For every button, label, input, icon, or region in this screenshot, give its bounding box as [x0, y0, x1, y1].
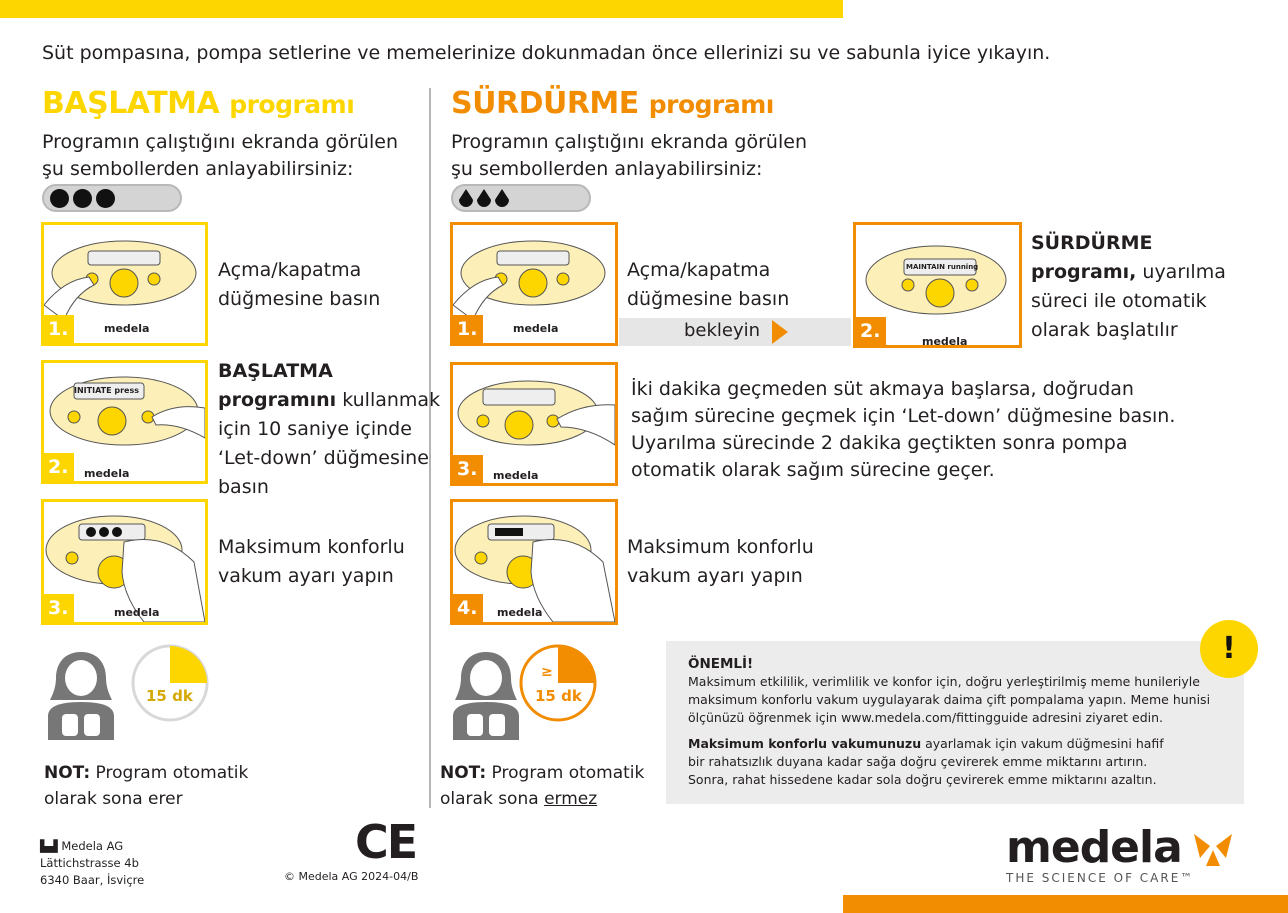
- step-text-line: Uyarılma sürecinde 2 dakika geçtikten sonra pompa: [631, 432, 1128, 454]
- maintain-symbol-pill: [451, 184, 591, 212]
- important-line: bir rahatsızlık duyana kadar sağa doğru çevirerek emme miktarını artırın.: [688, 754, 1148, 769]
- step-text-line: basın: [218, 476, 269, 498]
- step-number: 3.: [44, 594, 74, 622]
- left-subtitle-line-1: Programın çalıştığını ekranda görülen: [42, 131, 398, 153]
- step-text-line: olarak başlatılır: [1031, 319, 1178, 341]
- bottom-accent-bar: [843, 895, 1288, 913]
- step-bold: programını: [218, 389, 337, 411]
- medela-logo: [1006, 822, 1236, 885]
- step-number: 1.: [453, 315, 483, 343]
- left-step-3-text: [218, 533, 405, 591]
- right-title-rest: programı: [648, 90, 774, 119]
- left-subtitle-line-2: şu sembollerden anlayabilirsiniz:: [42, 158, 354, 180]
- note-text: Program otomatik: [90, 763, 249, 783]
- step-number: 1.: [44, 315, 74, 343]
- step-number: 2.: [44, 453, 74, 481]
- medela-label: medela: [114, 606, 160, 619]
- right-step-2-image: [853, 222, 1022, 348]
- mother-pumping-icon: [44, 648, 118, 740]
- right-step-3-image: [450, 362, 618, 486]
- medela-label: medela: [922, 335, 968, 348]
- dot-icon: [50, 189, 69, 208]
- step-text-line: vakum ayarı yapın: [627, 565, 803, 587]
- step-text-line: Maksimum konforlu: [218, 536, 405, 558]
- important-title: ÖNEMLİ!: [688, 656, 754, 672]
- screen-initiate-label: INITIATE press: [74, 386, 139, 395]
- step-text: kullanmak: [336, 389, 441, 411]
- ce-mark: CE: [355, 815, 417, 869]
- note-text: Program otomatik: [486, 763, 645, 783]
- timer-prefix: ≥: [541, 664, 553, 680]
- left-title: [42, 86, 354, 121]
- initiate-symbol-pill: [42, 184, 182, 212]
- right-note: [440, 760, 644, 812]
- right-step-2-text: [1031, 229, 1226, 345]
- left-step-2-text: [218, 357, 440, 502]
- step-text-line: otomatik olarak sağım sürecine geçer.: [631, 459, 995, 481]
- timer-15-icon: [130, 643, 210, 723]
- right-subtitle: [451, 129, 807, 183]
- right-step-1-text: [627, 256, 789, 314]
- wait-label: bekleyin: [684, 320, 761, 341]
- note-text: olarak sona: [440, 789, 545, 809]
- left-step-3-image: [41, 499, 208, 625]
- top-accent-bar: [0, 0, 843, 18]
- city: 6340 Baar, İsviçre: [40, 873, 145, 887]
- logo-wordmark: medela: [1006, 822, 1182, 873]
- important-text: ayarlamak için vakum düğmesini hafif: [921, 736, 1164, 751]
- step-text-line: süreci ile otomatik: [1031, 290, 1207, 312]
- right-title: [451, 86, 774, 121]
- timer-label: 15 dk: [535, 687, 582, 705]
- factory-icon: ▙▟: [40, 839, 62, 853]
- right-step-4-image: [450, 499, 618, 625]
- manufacturer-address: [40, 838, 144, 889]
- medela-label: medela: [497, 606, 543, 619]
- medela-flower-icon: [1190, 828, 1236, 868]
- screen-maintain-label: MAINTAIN running: [906, 263, 979, 271]
- left-title-main: BAŞLATMA: [42, 86, 220, 121]
- street: Lättichstrasse 4b: [40, 856, 139, 870]
- wait-arrow-icon: [772, 320, 788, 344]
- step-text-line: düğmesine basın: [627, 288, 790, 310]
- note-underlined: ermez: [544, 789, 598, 809]
- step-text-line: sağım sürecine geçmek için ‘Let-down’ düğmesine basın.: [631, 405, 1176, 427]
- step-text-line: İki dakika geçmeden süt akmaya başlarsa, doğrudan: [631, 378, 1134, 400]
- right-step-4-text: [627, 533, 814, 591]
- right-subtitle-line-1: Programın çalıştığını ekranda görülen: [451, 131, 807, 153]
- left-title-rest: programı: [229, 90, 355, 119]
- note-bold: NOT:: [44, 763, 91, 783]
- step-text-line: ‘Let-down’ düğmesine: [218, 447, 429, 469]
- important-bold: Maksimum konforlu vakumunuzu: [688, 736, 922, 751]
- left-step-1-text: [218, 256, 380, 314]
- step-text: uyarılma: [1136, 261, 1226, 283]
- dot-icon: [96, 189, 115, 208]
- step-number: 4.: [453, 594, 483, 622]
- important-line: Maksimum etkililik, verimlilik ve konfor için, doğru yerleştirilmiş meme hunileriyle: [688, 674, 1200, 689]
- logo-tagline: THE SCIENCE OF CARE™: [1006, 871, 1195, 885]
- timer-label: 15 dk: [146, 687, 193, 705]
- left-note: [44, 760, 248, 812]
- mother-pumping-icon: [449, 648, 523, 740]
- right-title-main: SÜRDÜRME: [451, 86, 639, 121]
- step-text-line: vakum ayarı yapın: [218, 565, 394, 587]
- left-step-1-image: [41, 222, 208, 346]
- step-number: 3.: [453, 455, 483, 483]
- step-text-line: Açma/kapatma: [627, 259, 771, 281]
- timer-15-plus-icon: [518, 643, 598, 723]
- drop-icon: [495, 189, 509, 207]
- step-text-line: düğmesine basın: [218, 288, 381, 310]
- important-line: maksimum konforlu vakum uygulayarak daima çift pompalama yapın. Meme hunisi: [688, 692, 1211, 707]
- important-line: Sonra, rahat hissedene kadar sola doğru çevirerek emme miktarını azaltın.: [688, 772, 1157, 787]
- note-bold: NOT:: [440, 763, 487, 783]
- note-text-line-2: olarak sona erer: [44, 789, 183, 809]
- step-bold: programı,: [1031, 261, 1137, 283]
- right-subtitle-line-2: şu sembollerden anlayabilirsiniz:: [451, 158, 763, 180]
- copyright: © Medela AG 2024-04/B: [284, 870, 419, 883]
- step-number: 2.: [856, 317, 886, 345]
- company-name: Medela AG: [61, 839, 124, 853]
- important-box: [666, 641, 1244, 804]
- medela-label: medela: [493, 469, 539, 482]
- exclamation-icon: !: [1200, 620, 1258, 678]
- step-text-line: Maksimum konforlu: [627, 536, 814, 558]
- step-text-line: Açma/kapatma: [218, 259, 362, 281]
- right-step-3-text: [631, 376, 1175, 484]
- medela-label: medela: [84, 467, 130, 480]
- medela-label: medela: [513, 322, 559, 335]
- drop-icon: [459, 189, 473, 207]
- dot-icon: [73, 189, 92, 208]
- right-step-1-image: [450, 222, 618, 346]
- step-text-line: için 10 saniye içinde: [218, 418, 412, 440]
- step-bold: SÜRDÜRME: [1031, 232, 1153, 254]
- medela-label: medela: [104, 322, 150, 335]
- important-line: ölçünüzü öğrenmek için www.medela.com/fittingguide adresini ziyaret edin.: [688, 710, 1164, 725]
- left-step-2-image: [41, 360, 208, 484]
- step-bold: BAŞLATMA: [218, 360, 333, 382]
- drop-icon: [477, 189, 491, 207]
- intro-text: Süt pompasına, pompa setlerine ve memelerinize dokunmadan önce ellerinizi su ve sabunla iyice yıkayın.: [42, 42, 1051, 64]
- left-subtitle: [42, 129, 398, 183]
